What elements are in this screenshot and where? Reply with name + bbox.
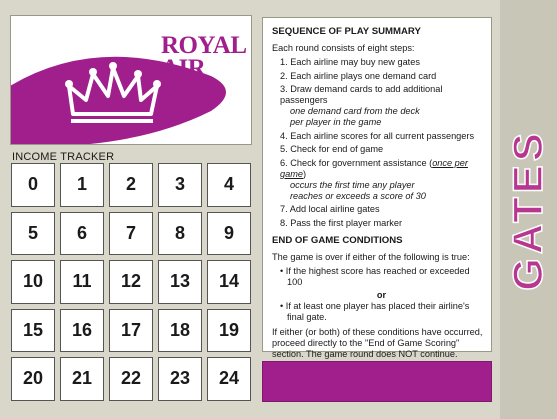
tracker-cell-24[interactable]: 24 <box>207 357 251 401</box>
tracker-cell-13[interactable]: 13 <box>158 260 202 304</box>
step-text: 6. Check for government assistance ( <box>280 157 433 168</box>
end-game-intro: The game is over if either of the following is true: <box>272 251 470 262</box>
tracker-cell-1[interactable]: 1 <box>60 163 104 207</box>
tracker-cell-5[interactable]: 5 <box>11 212 55 256</box>
step-item <box>280 84 483 128</box>
step-item <box>280 57 483 68</box>
tracker-cell-19[interactable]: 19 <box>207 309 251 353</box>
tracker-cell-23[interactable]: 23 <box>158 357 202 401</box>
tracker-cell-16[interactable]: 16 <box>60 309 104 353</box>
step-subtext: per player in the game <box>290 117 382 127</box>
step-subtext: reaches or exceeds a score of 30 <box>290 190 426 201</box>
step-item <box>280 218 483 229</box>
income-tracker-label: INCOME TRACKER <box>12 151 115 163</box>
logo-line-1: ROYAL <box>161 32 247 59</box>
step-underlined: once per game <box>280 157 468 179</box>
tracker-cell-12[interactable]: 12 <box>109 260 153 304</box>
step-text: 3. Draw demand cards to add additional passengers <box>280 84 443 105</box>
step-text: 7. Add local airline gates <box>280 204 380 214</box>
step-text: 5. Check for end of game <box>280 144 384 154</box>
end-game-conditions <box>272 266 483 323</box>
tracker-cell-8[interactable]: 8 <box>158 212 202 256</box>
tracker-cell-0[interactable]: 0 <box>11 163 55 207</box>
step-item <box>280 71 483 82</box>
tracker-cell-15[interactable]: 15 <box>11 309 55 353</box>
logo-line-2: AIR <box>161 55 206 82</box>
condition-item: • If at least one player has placed their airline's final gate. <box>280 300 470 322</box>
tracker-cell-7[interactable]: 7 <box>109 212 153 256</box>
step-text: 4. Each airline scores for all current passengers <box>280 130 475 141</box>
logo-wordmark <box>161 34 247 80</box>
tracker-cell-17[interactable]: 17 <box>109 309 153 353</box>
tracker-cell-3[interactable]: 3 <box>158 163 202 207</box>
step-subtext: one demand card from the deck <box>290 106 420 116</box>
end-game-heading: END OF GAME CONDITIONS <box>272 234 403 246</box>
sequence-of-play-panel <box>262 17 492 359</box>
tracker-cell-4[interactable]: 4 <box>207 163 251 207</box>
sequence-heading: SEQUENCE OF PLAY SUMMARY <box>272 26 421 37</box>
end-game-footer: If either (or both) of these conditions have occurred, proceed directly to the "End of Game Scoring" section. The game round does NOT continue. <box>272 326 483 359</box>
magenta-bar <box>262 361 492 402</box>
step-text: 2. Each airline plays one demand card <box>280 70 437 81</box>
tracker-cell-11[interactable]: 11 <box>60 260 104 304</box>
step-text: 8. Pass the first player marker <box>280 217 403 228</box>
step-item <box>280 204 483 215</box>
step-item <box>280 144 483 155</box>
step-subtext: occurs the first time any player <box>290 179 415 190</box>
sequence-intro: Each round consists of eight steps: <box>272 43 415 53</box>
gates-title: GATES <box>504 129 551 291</box>
step-item <box>280 158 483 202</box>
step-item <box>280 131 483 142</box>
tracker-cell-21[interactable]: 21 <box>60 357 104 401</box>
step-text: 1. Each airline may buy new gates <box>280 57 420 67</box>
tracker-cell-2[interactable]: 2 <box>109 163 153 207</box>
income-tracker-grid <box>11 163 254 403</box>
royal-air-logo-card <box>10 15 252 145</box>
tracker-cell-22[interactable]: 22 <box>109 357 153 401</box>
tracker-cell-18[interactable]: 18 <box>158 309 202 353</box>
or-label: or <box>376 289 387 300</box>
condition-item: • If the highest score has reached or exceeded 100 <box>280 265 470 287</box>
tracker-cell-6[interactable]: 6 <box>60 212 104 256</box>
sequence-steps <box>272 57 483 229</box>
tracker-cell-10[interactable]: 10 <box>11 260 55 304</box>
step-text-end: ) <box>302 168 307 179</box>
tracker-cell-14[interactable]: 14 <box>207 260 251 304</box>
tracker-cell-20[interactable]: 20 <box>11 357 55 401</box>
tracker-cell-9[interactable]: 9 <box>207 212 251 256</box>
